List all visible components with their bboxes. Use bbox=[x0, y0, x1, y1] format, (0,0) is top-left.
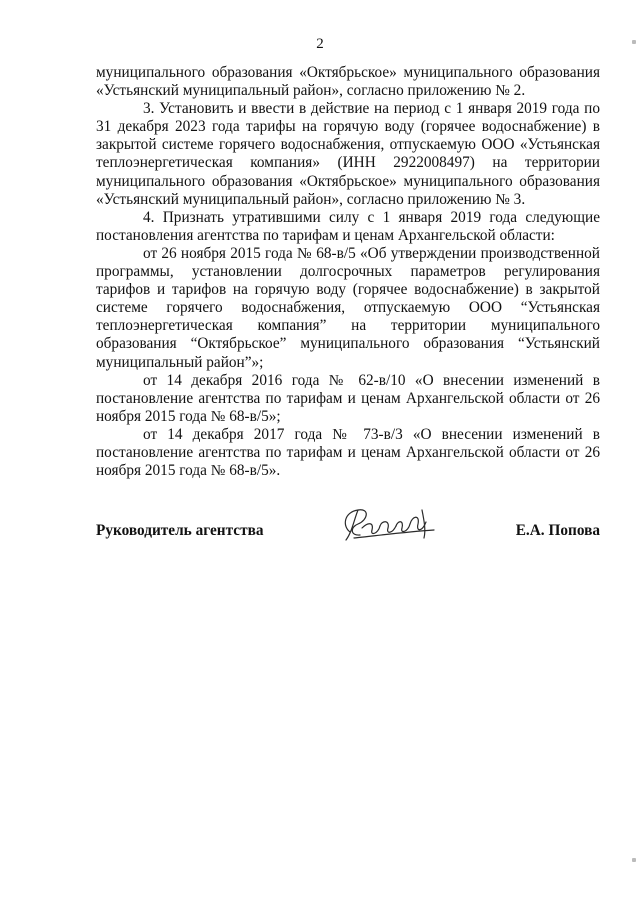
signer-name: Е.А. Попова bbox=[515, 522, 600, 539]
scan-mark-top bbox=[632, 40, 636, 44]
repealed-decree-2: от 14 декабря 2016 года № 62-в/10 «О внесении изменений в постановление агентства по тарифам и ценам Архангельской области от 26 ноября 2015 года № 68-в/5»; bbox=[96, 371, 600, 425]
handwritten-signature bbox=[334, 502, 444, 548]
scan-mark-bottom bbox=[632, 858, 636, 862]
document-body bbox=[96, 64, 600, 480]
signer-title: Руководитель агентства bbox=[96, 522, 264, 539]
signature-block bbox=[96, 502, 600, 552]
page-number: 2 bbox=[316, 36, 324, 52]
repealed-decree-3: от 14 декабря 2017 года № 73-в/3 «О внесении изменений в постановление агентства по тарифам и ценам Архангельской области от 26 ноября 2015 года № 68-в/5». bbox=[96, 425, 600, 480]
paragraph-continuation: муниципального образования «Октябрьское» муниципального образования «Устьянский муниципальный район», согласно приложению № 2. bbox=[96, 64, 600, 100]
paragraph-item-4: 4. Признать утратившими силу с 1 января 2019 года следующие постановления агентства по тарифам и ценам Архангельской области: bbox=[96, 208, 600, 244]
repealed-decree-1: от 26 ноября 2015 года № 68-в/5 «Об утверждении производственной программы, установлении долгосрочных параметров регулирования тарифов и тарифов на горячую воду (горячее водоснабжение) в закрытой системе горячего водоснабжения, отпускаемую ООО “Устьянская теплоэнергетическая компания” на территории муниципального образования “Октябрьское” муниципального образования “Устьянский муниципальный район”»; bbox=[96, 244, 600, 371]
paragraph-item-3: 3. Установить и ввести в действие на период с 1 января 2019 года по 31 декабря 2023 года тарифы на горячую воду (горячее водоснабжение) в закрытой системе горячего водоснабжения, отпускаемую ООО «Устьянская теплоэнергетическая компания» (ИНН 2922008497) на территории муниципального образования «Октябрьское» муниципального образования «Устьянский муниципальный район», согласно приложению № 3. bbox=[96, 100, 600, 208]
